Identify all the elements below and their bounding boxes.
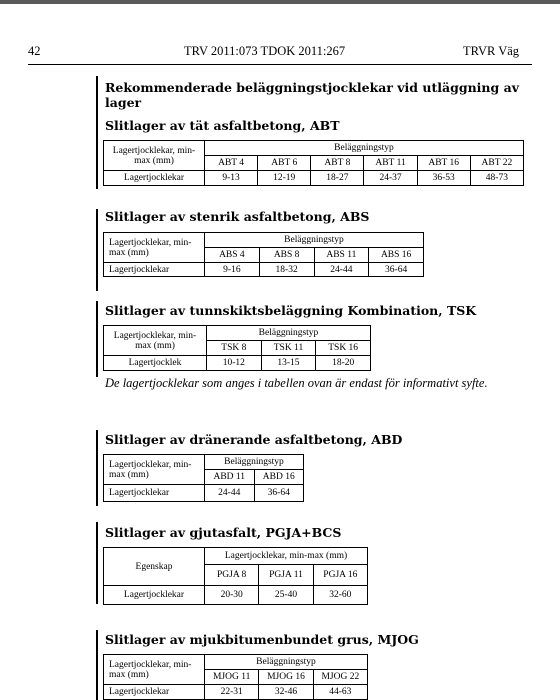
- table-cell: 24-37: [364, 171, 417, 186]
- table-cell: 32-46: [259, 685, 313, 700]
- table-abt: [103, 140, 524, 186]
- margin-change-bar: [96, 76, 98, 189]
- margin-change-bar: [96, 630, 98, 700]
- margin-change-bar: [96, 430, 98, 506]
- column-header: MJOG 16: [259, 670, 313, 685]
- column-header: TSK 16: [316, 341, 371, 356]
- margin-change-bar: [96, 209, 98, 291]
- table-label-header: Lagertjocklekar, min-max (mm): [104, 326, 207, 356]
- table-row: [104, 171, 524, 186]
- document-reference: TRV 2011:073 TDOK 2011:267: [184, 44, 346, 58]
- table-group-header: Beläggningstyp: [205, 455, 304, 470]
- table-cell: 25-40: [259, 586, 313, 605]
- column-header: ABT 4: [205, 156, 258, 171]
- section-heading-pgja: Slitlager av gjutasfalt, PGJA+BCS: [105, 525, 342, 540]
- table-abd: [103, 454, 304, 502]
- table-cell: 24-44: [205, 485, 255, 502]
- table-label-header: Lagertjocklekar, min-max (mm): [104, 141, 205, 171]
- table-cell: 24-44: [314, 263, 369, 277]
- table-row: [104, 586, 368, 605]
- section-heading-tsk: Slitlager av tunnskiktsbeläggning Kombination, TSK: [105, 303, 477, 318]
- table-cell: 9-16: [205, 263, 260, 277]
- column-header: TSK 11: [261, 341, 316, 356]
- table-cell: 36-64: [254, 485, 304, 502]
- margin-change-bar: [96, 301, 98, 377]
- column-header: ABD 16: [254, 470, 304, 485]
- table-cell: 18-20: [316, 356, 371, 371]
- table-group-header: Beläggningstyp: [207, 326, 371, 341]
- row-label: Lagertjocklekar: [104, 586, 205, 605]
- table-cell: 44-63: [313, 685, 367, 700]
- column-header: ABT 6: [258, 156, 311, 171]
- table-cell: 10-12: [207, 356, 262, 371]
- column-header: ABT 11: [364, 156, 417, 171]
- column-header: ABS 16: [369, 248, 424, 263]
- margin-change-bar: [96, 522, 98, 604]
- table-row: [104, 263, 424, 277]
- column-header: ABD 11: [205, 470, 255, 485]
- document-name: TRVR Väg: [463, 44, 520, 58]
- table-row: [104, 356, 371, 371]
- table-group-header: Beläggningstyp: [205, 655, 368, 670]
- window-top-border: [0, 0, 560, 4]
- page-title: Rekommenderade beläggningstjocklekar vid utläggning av lager: [105, 80, 519, 110]
- row-label: Lagertjocklekar: [104, 685, 205, 700]
- table-group-header: Beläggningstyp: [205, 233, 424, 248]
- column-header: ABT 16: [417, 156, 470, 171]
- table-abs: [103, 232, 424, 277]
- row-label: Lagertjocklek: [104, 356, 207, 371]
- table-label-header: Lagertjocklekar, min-max (mm): [104, 233, 205, 263]
- column-header: ABS 8: [259, 248, 314, 263]
- row-label: Lagertjocklekar: [104, 485, 205, 502]
- section-heading-abd: Slitlager av dränerande asfaltbetong, ABD: [105, 432, 403, 447]
- column-header: MJOG 11: [205, 670, 259, 685]
- table-cell: 22-31: [205, 685, 259, 700]
- table-cell: 18-32: [259, 263, 314, 277]
- section-heading-mjog: Slitlager av mjukbitumenbundet grus, MJOG: [105, 632, 419, 647]
- page-number: 42: [28, 44, 41, 58]
- table-pgja: [103, 547, 368, 605]
- table-cell: 9-13: [205, 171, 258, 186]
- column-header: ABT 22: [470, 156, 523, 171]
- table-cell: 18-27: [311, 171, 364, 186]
- informative-note: De lagertjocklekar som anges i tabellen ovan är endast för informativt syfte.: [105, 376, 488, 390]
- section-heading-abs: Slitlager av stenrik asfaltbetong, ABS: [105, 209, 370, 224]
- table-mjog: [103, 654, 368, 700]
- table-row: [104, 485, 304, 502]
- table-cell: 32-60: [313, 586, 367, 605]
- header-rule: [28, 64, 532, 65]
- table-row: [104, 685, 368, 700]
- table-label-header: Egenskap: [104, 548, 205, 586]
- table-label-header: Lagertjocklekar, min-max (mm): [104, 655, 205, 685]
- table-cell: 36-64: [369, 263, 424, 277]
- column-header: PGJA 11: [259, 565, 313, 586]
- column-header: ABT 8: [311, 156, 364, 171]
- table-group-header: Beläggningstyp: [205, 141, 524, 156]
- row-label: Lagertjocklekar: [104, 263, 205, 277]
- table-cell: 20-30: [205, 586, 259, 605]
- table-cell: 48-73: [470, 171, 523, 186]
- table-cell: 13-15: [261, 356, 316, 371]
- table-cell: 12-19: [258, 171, 311, 186]
- column-header: ABS 4: [205, 248, 260, 263]
- table-label-header: Lagertjocklekar, min-max (mm): [104, 455, 205, 485]
- table-tsk: [103, 325, 371, 371]
- column-header: TSK 8: [207, 341, 262, 356]
- page-header: [0, 44, 560, 60]
- table-group-header: Lagertjocklekar, min-max (mm): [205, 548, 368, 565]
- column-header: ABS 11: [314, 248, 369, 263]
- row-label: Lagertjocklekar: [104, 171, 205, 186]
- section-heading-abt: Slitlager av tät asfaltbetong, ABT: [105, 118, 340, 133]
- column-header: MJOG 22: [313, 670, 367, 685]
- column-header: PGJA 8: [205, 565, 259, 586]
- table-cell: 36-53: [417, 171, 470, 186]
- column-header: PGJA 16: [313, 565, 367, 586]
